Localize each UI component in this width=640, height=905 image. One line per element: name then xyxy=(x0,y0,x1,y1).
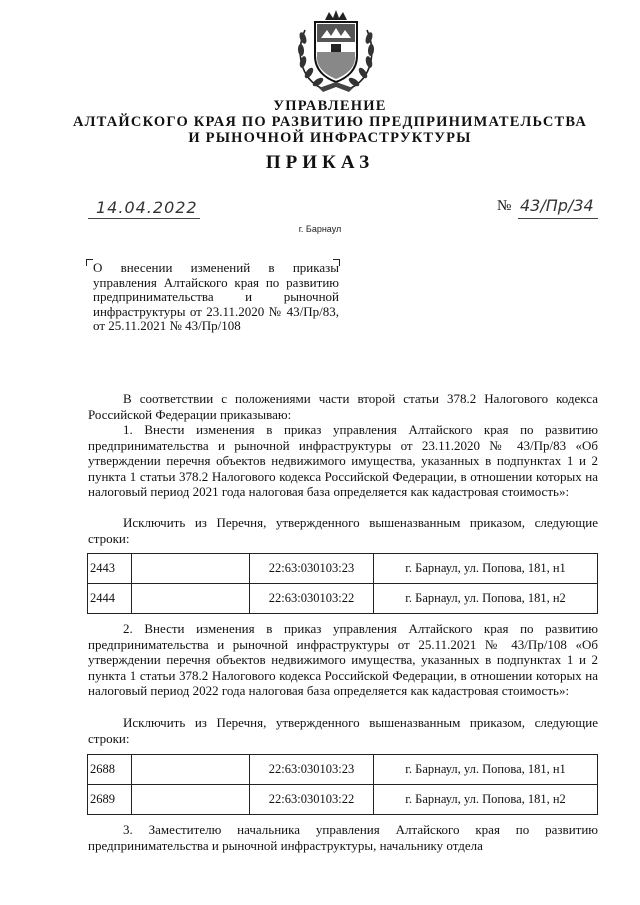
subject-corner-left xyxy=(86,259,93,266)
row-number: 2688 xyxy=(88,755,132,785)
row-blank xyxy=(132,785,250,815)
number-underline xyxy=(518,218,598,219)
address: г. Барнаул, ул. Попова, 181, н1 xyxy=(374,755,598,785)
org-name-line3: И РЫНОЧНОЙ ИНФРАСТРУКТУРЫ xyxy=(188,130,472,146)
item-2-paragraph: 2. Внести изменения в приказ управления Алтайского края по развитию предпринимательства и рыночной инфраструктуры от 25.11.2021 № 43/Пр/108 «Об утверждении перечня объектов недвижимого имущества, указанных в подпунктах 1 и 2 пункта 1 статьи 378.2 Налогового кодекса Российской Федерации, в отношении которых на налоговый период 2022 года налоговая база определяется как кадастровая стоимость»: xyxy=(88,621,598,698)
order-number: 43/Пр/34 xyxy=(520,196,594,215)
city-name: г. Барнаул xyxy=(298,224,342,234)
row-number: 2689 xyxy=(88,785,132,815)
item-1-exclude-paragraph: Исключить из Перечня, утвержденного вышеназванным приказом, следующие строки: xyxy=(88,515,598,546)
org-name-line2: АЛТАЙСКОГО КРАЯ ПО РАЗВИТИЮ ПРЕДПРИНИМАТЕЛЬСТВА xyxy=(72,114,588,130)
address: г. Барнаул, ул. Попова, 181, н2 xyxy=(374,785,598,815)
cadastral-number: 22:63:030103:23 xyxy=(250,554,374,584)
item-1-paragraph: 1. Внести изменения в приказ управления Алтайского края по развитию предпринимательства и рыночной инфраструктуры от 23.11.2020 № 43/Пр/83 «Об утверждении перечня объектов недвижимого имущества, указанных в подпунктах 1 и 2 пункта 1 статьи 378.2 Налогового кодекса Российской Федерации, в отношении которых на налоговый период 2021 года налоговая база определяется как кадастровая стоимость»: xyxy=(88,422,598,499)
exclusion-table-1 xyxy=(87,553,598,614)
row-blank xyxy=(132,755,250,785)
document-type-title: ПРИКАЗ xyxy=(265,152,375,173)
order-number-label: № xyxy=(497,198,512,214)
table-row xyxy=(88,554,598,584)
order-subject: О внесении изменений в приказы управления Алтайского края по развитию предпринимательства и рыночной инфраструктуры от 23.11.2020 № 43/Пр/83, от 25.11.2021 № 43/Пр/108 xyxy=(93,260,339,333)
exclusion-table-2 xyxy=(87,754,598,815)
item-3-paragraph: 3. Заместителю начальника управления Алтайского края по развитию предпринимательства и рыночной инфраструктуры, начальнику отдела xyxy=(88,822,598,853)
table-row xyxy=(88,584,598,614)
table-row xyxy=(88,755,598,785)
item-2-exclude-paragraph: Исключить из Перечня, утвержденного вышеназванным приказом, следующие строки: xyxy=(88,715,598,746)
org-name-line1: УПРАВЛЕНИЕ xyxy=(273,98,387,114)
address: г. Барнаул, ул. Попова, 181, н1 xyxy=(374,554,598,584)
row-blank xyxy=(132,554,250,584)
cadastral-number: 22:63:030103:22 xyxy=(250,584,374,614)
row-blank xyxy=(132,584,250,614)
cadastral-number: 22:63:030103:23 xyxy=(250,755,374,785)
date-underline xyxy=(88,218,200,219)
intro-paragraph: В соответствии с положениями части второй статьи 378.2 Налогового кодекса Российской Федерации приказываю: xyxy=(88,391,598,422)
order-date: 14.04.2022 xyxy=(96,198,198,217)
row-number: 2444 xyxy=(88,584,132,614)
row-number: 2443 xyxy=(88,554,132,584)
coat-of-arms-icon xyxy=(291,8,381,94)
cadastral-number: 22:63:030103:22 xyxy=(250,785,374,815)
table-row xyxy=(88,785,598,815)
address: г. Барнаул, ул. Попова, 181, н2 xyxy=(374,584,598,614)
